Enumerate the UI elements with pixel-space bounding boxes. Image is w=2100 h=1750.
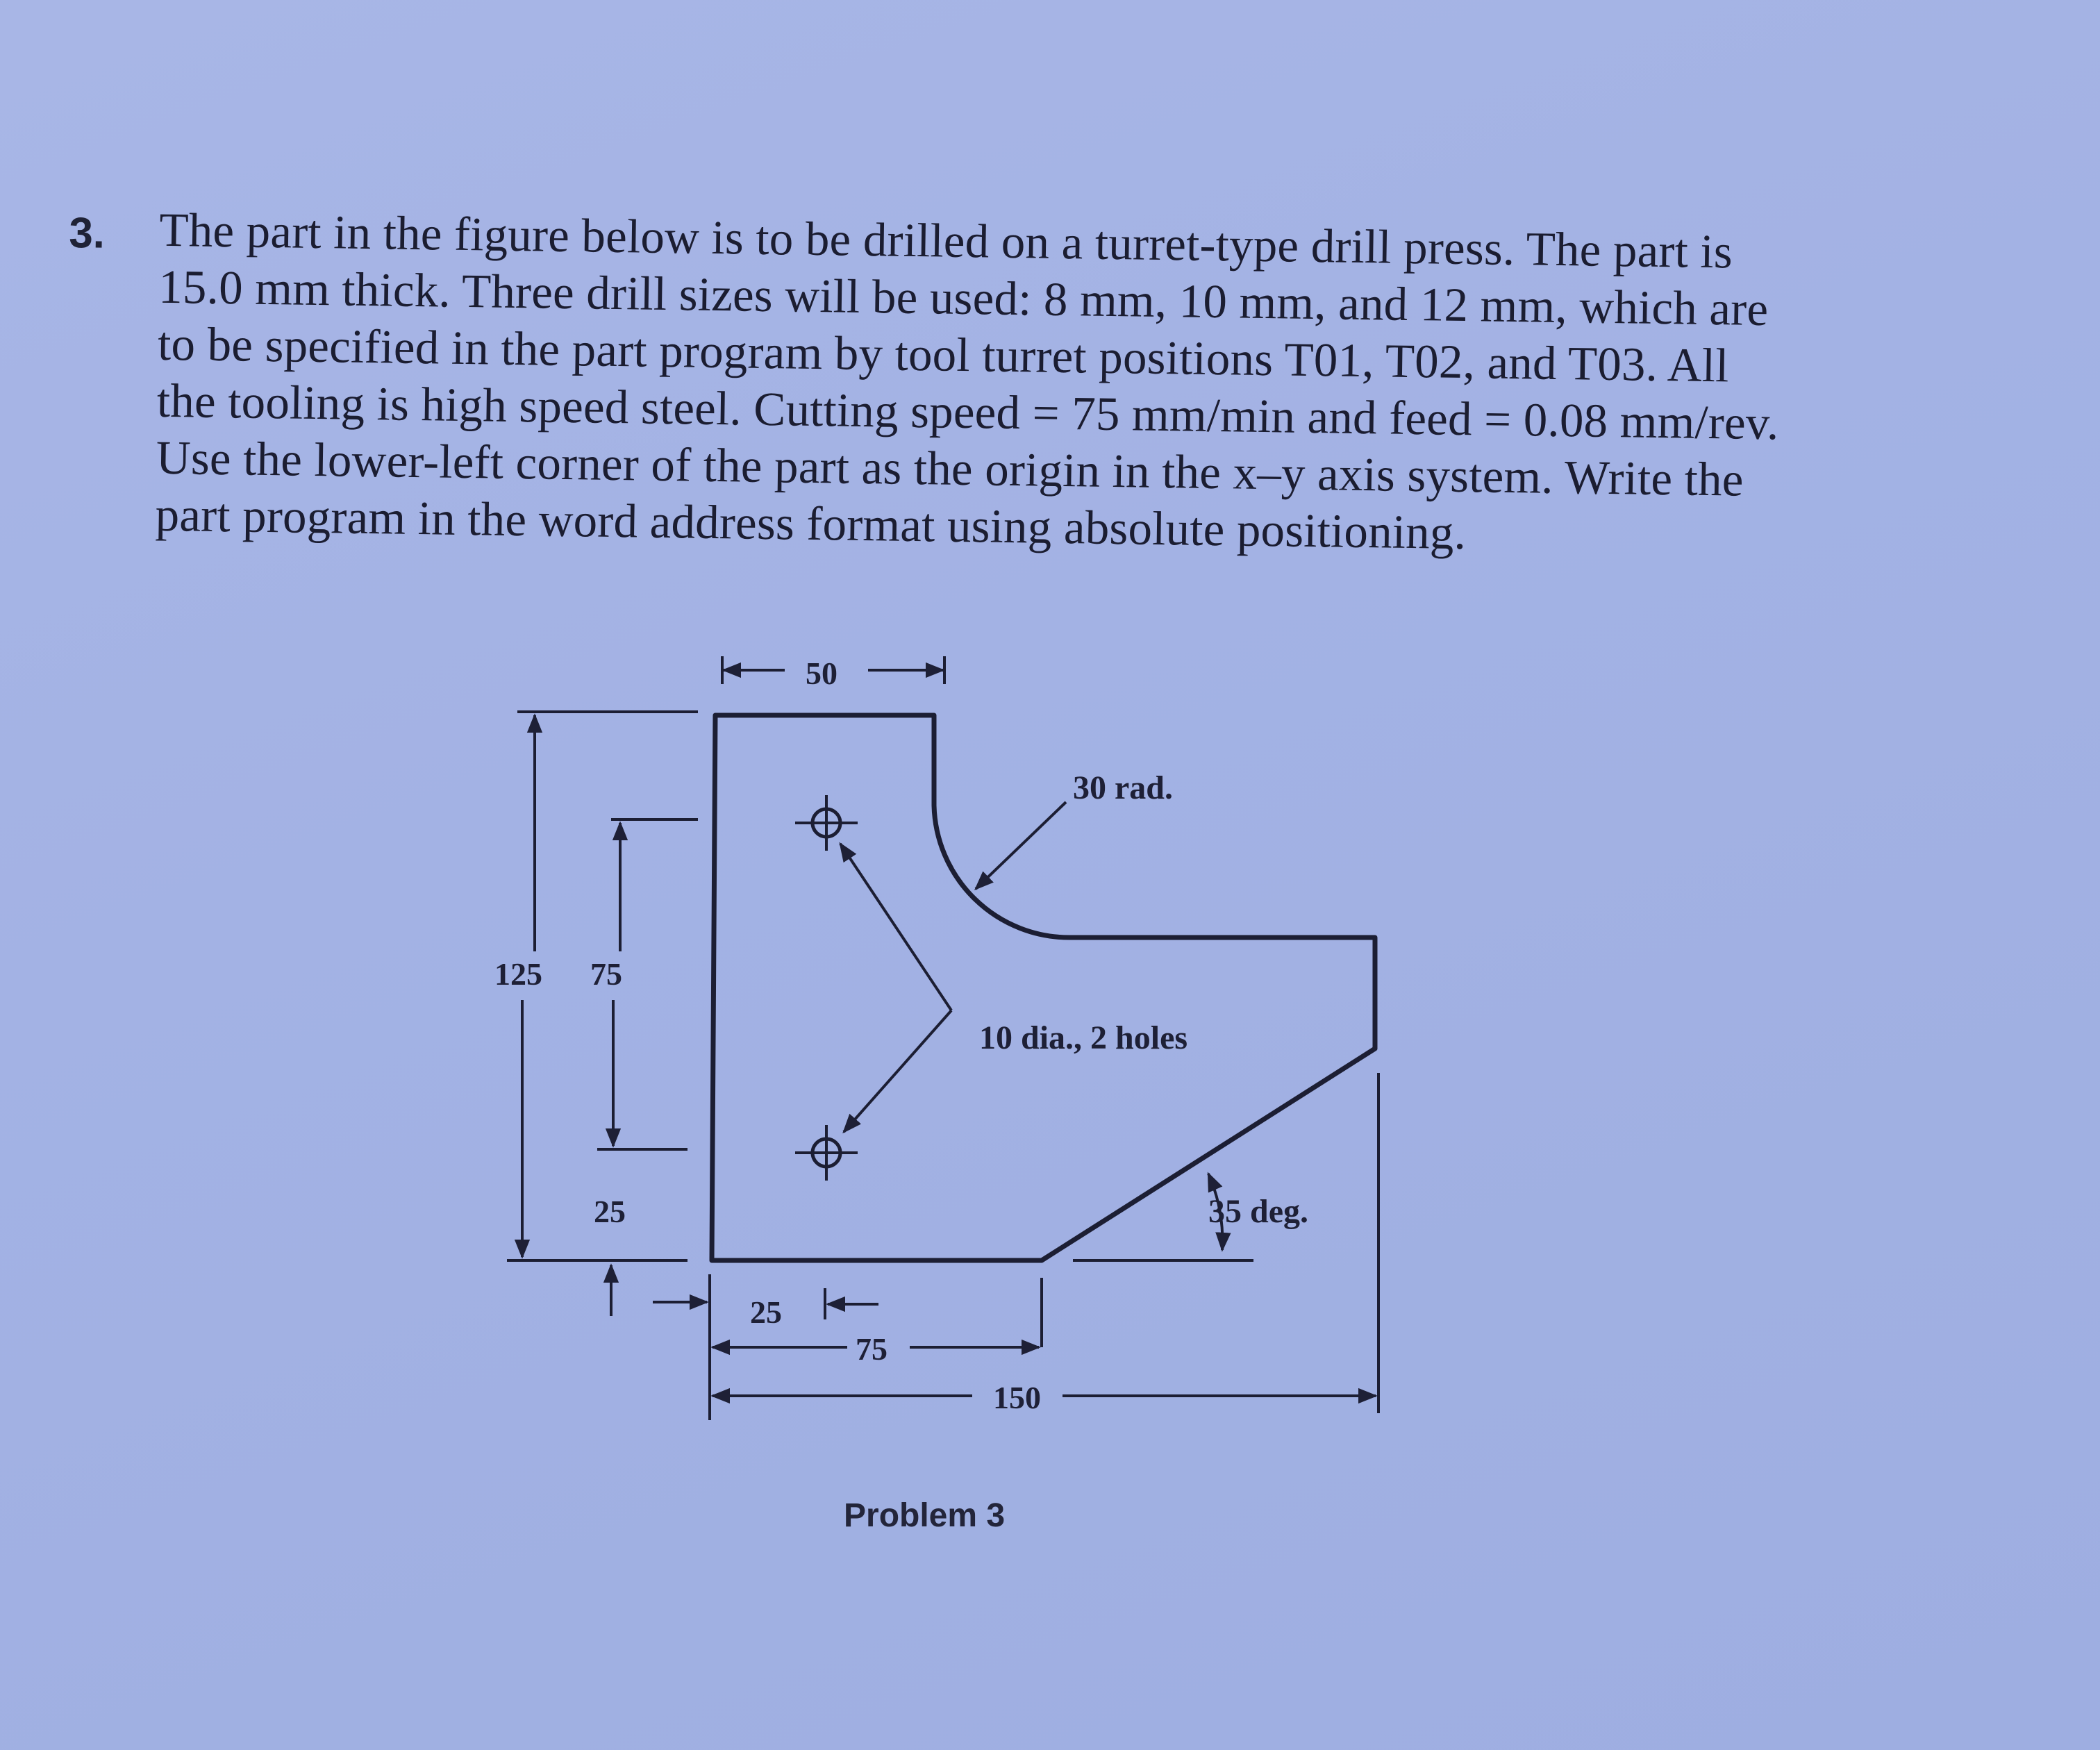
problem-line-5: Use the lower-left corner of the part as the origin in the x–y axis system. Write the xyxy=(156,431,1744,506)
label-total-width: 150 xyxy=(993,1380,1041,1415)
label-hole-spacing: 75 xyxy=(590,956,622,992)
label-angle: 35 deg. xyxy=(1208,1193,1308,1230)
hole-leader-upper xyxy=(840,844,951,1010)
problem-number: 3. xyxy=(68,208,106,258)
hole-upper xyxy=(795,795,858,851)
hole-lower xyxy=(795,1125,858,1181)
problem-line-3: to be specified in the part program by tool turret positions T01, T02, and T03. All xyxy=(157,317,1730,392)
problem-line-6: part program in the word address format using absolute positioning. xyxy=(155,488,1467,560)
label-chamfer-x: 75 xyxy=(856,1331,888,1367)
problem-line-1: The part in the figure below is to be drilled on a turret-type drill press. The part is xyxy=(158,203,1733,278)
radius-leader xyxy=(976,802,1066,889)
figure-caption: Problem 3 xyxy=(844,1497,1006,1534)
hole-leader-lower xyxy=(844,1010,951,1132)
part-outline xyxy=(712,715,1375,1260)
label-total-height: 125 xyxy=(494,956,542,992)
label-radius: 30 rad. xyxy=(1073,769,1173,806)
problem-line-2: 15.0 mm thick. Three drill sizes will be used: 8 mm, 10 mm, and 12 mm, which are xyxy=(158,260,1769,336)
label-hole-x: 25 xyxy=(750,1294,782,1330)
label-hole-y: 25 xyxy=(594,1194,626,1229)
label-top-width: 50 xyxy=(806,656,838,691)
problem-line-4: the tooling is high speed steel. Cutting speed = 75 mm/min and feed = 0.08 mm/rev. xyxy=(156,374,1780,450)
label-holes: 10 dia., 2 holes xyxy=(979,1019,1188,1056)
